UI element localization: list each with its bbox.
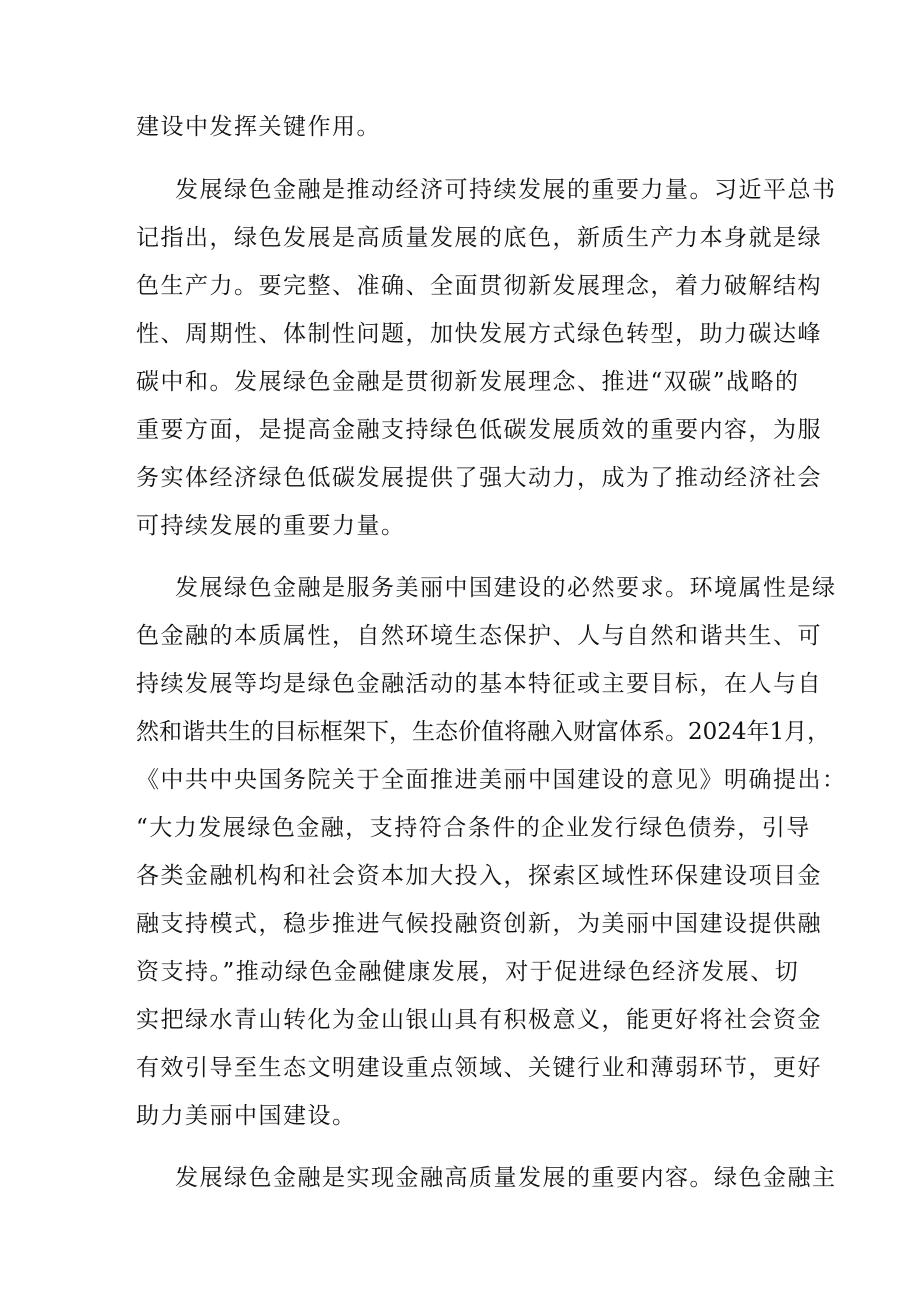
text-line: 助力美丽中国建设。 — [136, 1103, 357, 1129]
text-line: 重要方面，是提高金融支持绿色低碳发展质效的重要内容，为服 — [136, 417, 822, 443]
text-line: 有效引导至生态文明建设重点领域、关键行业和薄弱环节，更好 — [136, 1055, 822, 1081]
text-line: 可持续发展的重要力量。 — [136, 513, 406, 539]
text-line: 实把绿水青山转化为金山银山具有积极意义，能更好将社会资金 — [136, 1007, 822, 1033]
text-line: 发展绿色金融是服务美丽中国建设的必然要求。环境属性是绿 — [175, 575, 837, 601]
text-line: 建设中发挥关键作用。 — [136, 114, 381, 140]
text-line: 务实体经济绿色低碳发展提供了强大动力，成为了推动经济社会 — [136, 465, 822, 491]
text-line: 各类金融机构和社会资本加大投入，探索区域性环保建设项目金 — [136, 863, 822, 889]
text-line: 持续发展等均是绿色金融活动的基本特征或主要目标，在人与自 — [136, 671, 822, 697]
text-line: 性、周期性、体制性问题，加快发展方式绿色转型，助力碳达峰 — [136, 321, 822, 347]
text-line: 融支持模式，稳步推进气候投融资创新，为美丽中国建设提供融 — [136, 911, 822, 937]
text-line: 色生产力。要完整、准确、全面贯彻新发展理念，着力破解结构 — [136, 273, 822, 299]
text-line: 发展绿色金融是实现金融高质量发展的重要内容。绿色金融主 — [175, 1165, 837, 1191]
text-line: 发展绿色金融是推动经济可持续发展的重要力量。习近平总书 — [175, 177, 837, 203]
text-line: “大力发展绿色金融，支持符合条件的企业发行绿色债券，引导 — [136, 815, 811, 841]
text-line: 《中共中央国务院关于全面推进美丽中国建设的意见》明确提出： — [136, 767, 847, 793]
text-line: 然和谐共生的目标框架下，生态价值将融入财富体系。2024年1月， — [136, 719, 831, 745]
text-line: 碳中和。发展绿色金融是贯彻新发展理念、推进“双碳”战略的 — [136, 369, 800, 395]
text-line: 记指出，绿色发展是高质量发展的底色，新质生产力本身就是绿 — [136, 225, 822, 251]
text-line: 色金融的本质属性，自然环境生态保护、人与自然和谐共生、可 — [136, 623, 822, 649]
text-line: 资支持。”推动绿色金融健康发展，对于促进绿色经济发展、切 — [136, 959, 800, 985]
